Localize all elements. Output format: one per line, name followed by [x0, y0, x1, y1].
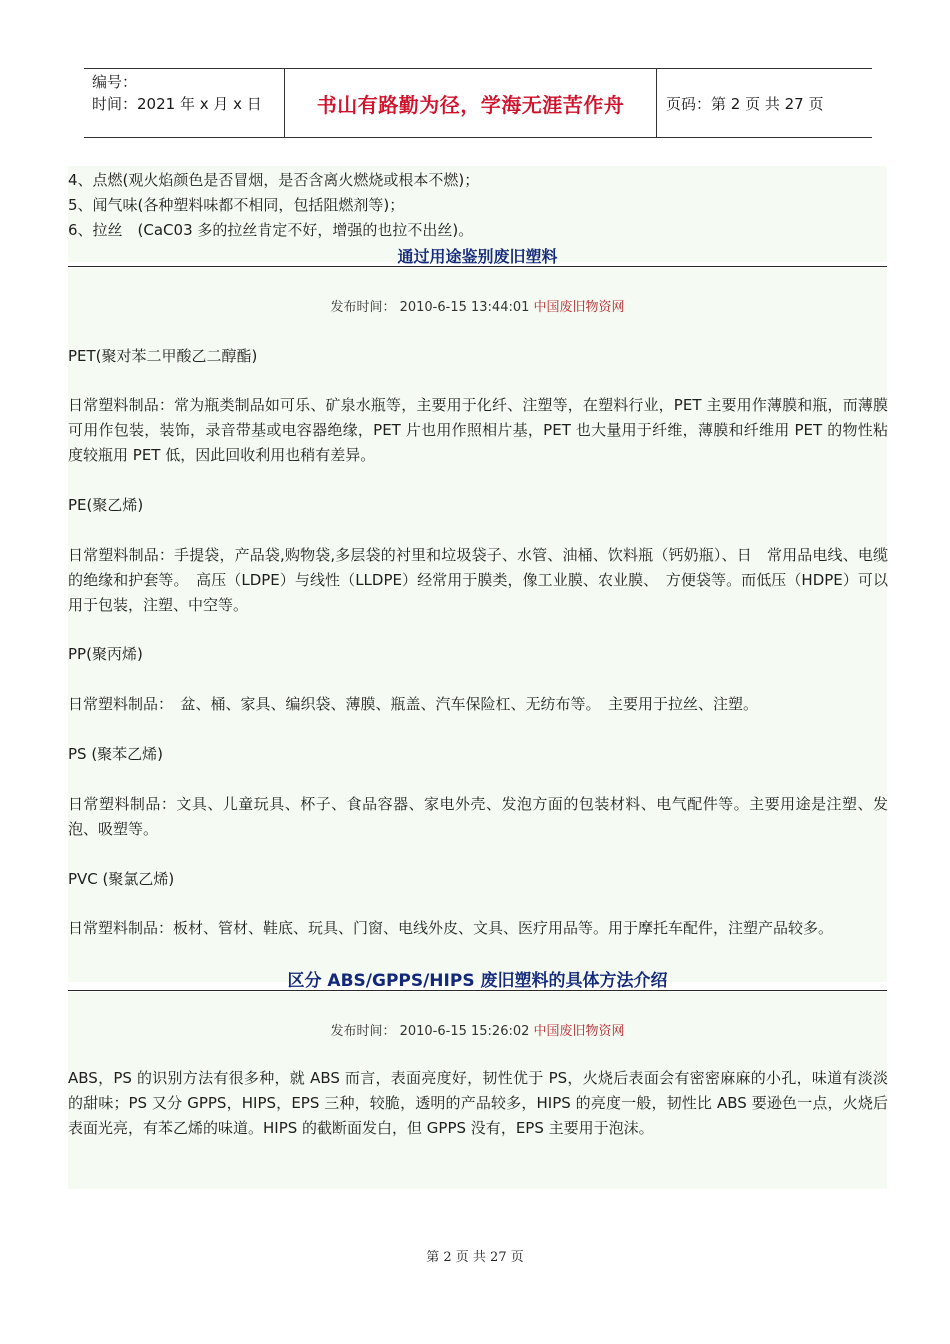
publish-source: 中国废旧物资网: [533, 1024, 625, 1039]
section-title: 通过用途鉴别废旧塑料: [397, 247, 558, 266]
plastic-description: 日常塑料制品：板材、管材、鞋底、玩具、门窗、电线外皮、文具、医疗用品等。用于摩托车配件，注塑产品较多。: [68, 919, 834, 937]
header-motto: 书山有路勤为径，学海无涯苦作舟: [284, 69, 657, 137]
intro-item: 6、拉丝 (CaC03 多的拉丝肯定不好，增强的也拉不出丝)。: [68, 221, 474, 239]
publish-time: 2010-6-15 13:44:01: [399, 300, 530, 315]
number-label: 编号：: [92, 73, 138, 91]
time-label: 时间：2021 年 x 月 x 日: [92, 95, 262, 113]
plastic-name: PET(聚对苯二甲酸乙二醇酯): [68, 347, 258, 365]
plastic-description: 日常塑料制品：手提袋，产品袋,购物袋,多层袋的衬里和垃圾袋子、水管、油桶、饮料瓶（钙奶瓶）、日 常用品电线、电缆的绝缘和护套等。 高压（LDPE）与线性（LLDPE）经常用于膜类，像工业膜、农业膜、 方便袋等。而低压（HDPE）可以用于包装，注塑、中空等。: [68, 546, 888, 614]
publish-label: 发布时间：: [330, 1024, 396, 1039]
plastic-name: PS (聚苯乙烯): [68, 745, 164, 763]
intro-item: 4、点燃(观火焰颜色是否冒烟，是否含离火燃烧或根本不燃)；: [68, 171, 480, 189]
plastic-description: 日常塑料制品：文具、儿童玩具、杯子、食品容器、家电外壳、发泡方面的包装材料、电气配件等。主要用途是注塑、发泡、吸塑等。: [68, 795, 888, 838]
plastic-name: PP(聚丙烯): [68, 645, 143, 663]
page-header: [84, 68, 872, 138]
section-title: 区分 ABS/GPPS/HIPS 废旧塑料的具体方法介绍: [287, 971, 668, 991]
plastic-description: 日常塑料制品： 盆、桶、家具、编织袋、薄膜、瓶盖、汽车保险杠、无纺布等。 主要用于拉丝、注塑。: [68, 695, 759, 713]
publish-source: 中国废旧物资网: [533, 300, 625, 315]
publish-label: 发布时间：: [330, 300, 396, 315]
plastic-name: PVC (聚氯乙烯): [68, 870, 175, 888]
header-page-label: 页码：第 2 页 共 27 页: [666, 94, 824, 113]
section-divider: [68, 266, 887, 267]
page-footer: 第 2 页 共 27 页: [426, 1250, 524, 1265]
header-left-cell: [84, 69, 284, 137]
publish-meta: [68, 296, 887, 315]
intro-item: 5、闻气味(各种塑料味都不相同，包括阻燃剂等)；: [68, 196, 405, 214]
publish-time: 2010-6-15 15:26:02: [399, 1024, 530, 1039]
plastic-description: 日常塑料制品：常为瓶类制品如可乐、矿泉水瓶等，主要用于化纤、注塑等，在塑料行业，PET 主要用作薄膜和瓶，而薄膜可用作包装，装饰，录音带基或电容器绝缘，PET 片也用作照相片基，PET 也大量用于纤维，薄膜和纤维用 PET 的物性粘度较瓶用 PET 低，因此回收利用也稍有差异。: [68, 396, 888, 464]
publish-meta: [68, 1020, 887, 1039]
section-divider: [68, 990, 887, 991]
plastic-name: PE(聚乙烯): [68, 496, 144, 514]
section-body: ABS，PS 的识别方法有很多种，就 ABS 而言，表面亮度好，韧性优于 PS，火烧后表面会有密密麻麻的小孔，味道有淡淡的甜味；PS 又分 GPPS，HIPS，EPS 三种，较脆，透明的产品较多，HIPS 的亮度一般，韧性比 ABS 要逊色一点，火烧后表面光亮，有苯乙烯的味道。HIPS 的截断面发白，但 GPPS 没有，EPS 主要用于泡沫。: [68, 1069, 888, 1137]
